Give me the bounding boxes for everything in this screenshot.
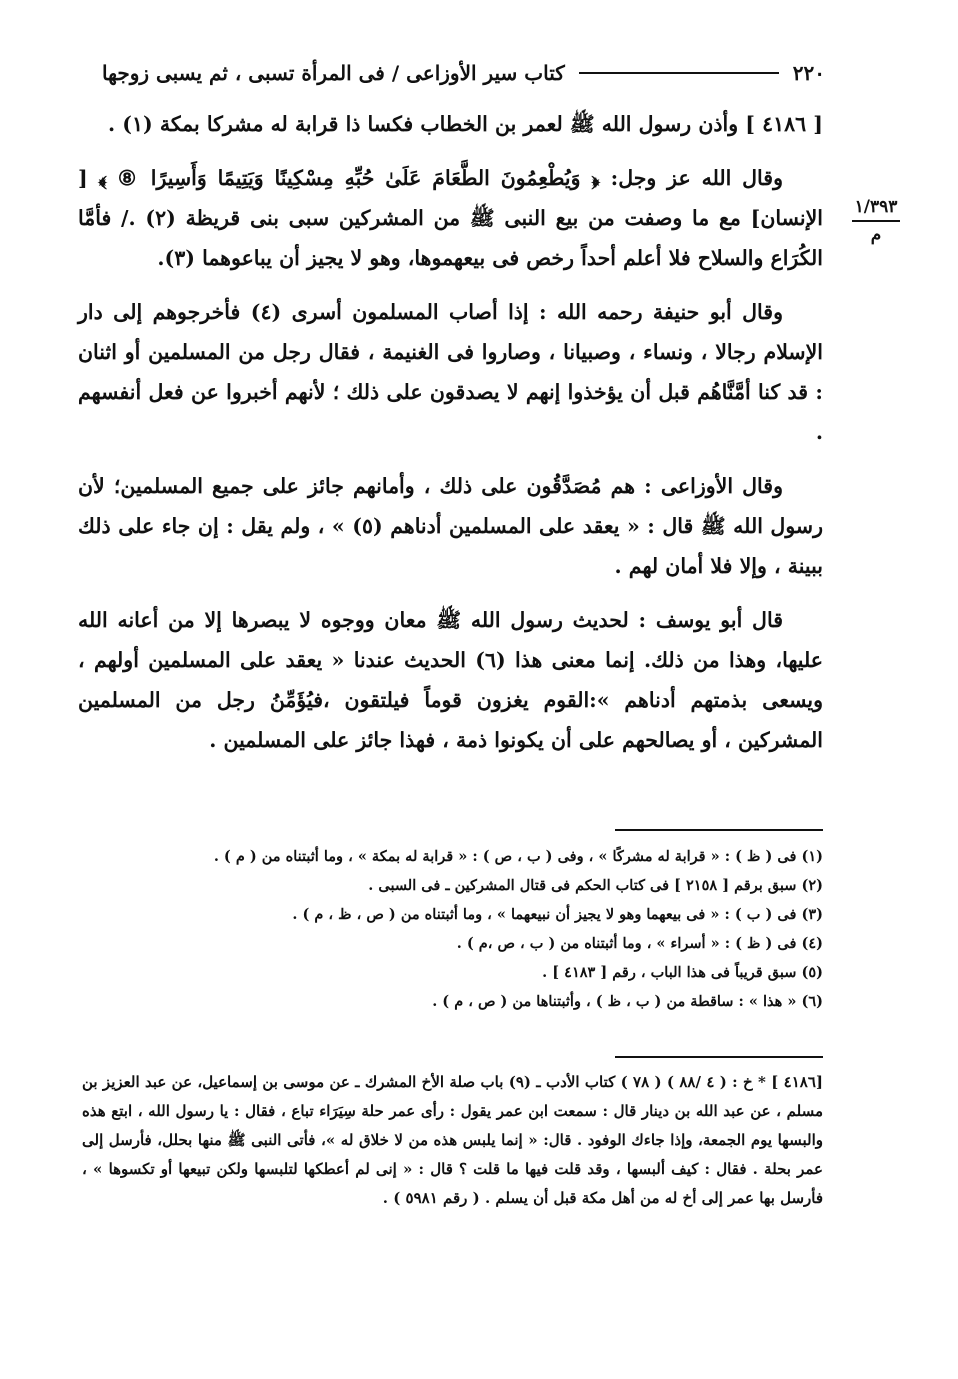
running-title: كتاب سير الأوزاعى / فى المرأة تسبى ، ثم يسبى زوجها	[102, 61, 565, 85]
footnote: (٦) « هذا » : ساقطة من ( ب ، ظ ) ، وأثبتناها من ( ص ، م ) .	[432, 993, 823, 1010]
margin-ref-siglum: م	[870, 225, 882, 245]
main-text	[78, 104, 823, 774]
margin-ref-divider	[852, 220, 900, 222]
paragraph: وقال الأوزاعى : هم مُصَدَّقُون على ذلك ، وأمانهم جائز على جميع المسلمين؛ لأن رسول الله ﷺ قال : « يعقد على المسلمين أدناهم (٥) » ، ولم يقل : إن جاء على ذلك ببينة ، وإلا فلا أمان لهم .	[78, 474, 823, 578]
footnotes	[150, 842, 823, 1016]
footnote: (٥) سبق قريباً فى هذا الباب ، رقم [ ٤١٨٣ ] .	[542, 964, 823, 981]
footnote: (٤) فى ( ظ ) : « أسراء » ، وما أثبتناه من ( ب ، ص ،م ) .	[456, 935, 823, 952]
page-header	[70, 56, 825, 90]
hadith-source-note	[82, 1068, 823, 1213]
page-number: ٢٢٠	[792, 61, 825, 85]
paragraph: [ ٤١٨٦ ] وأذن رسول الله ﷺ لعمر بن الخطاب فكسا ذا قرابة له مشركا بمكة (١) .	[108, 112, 823, 136]
paragraph: قال أبو يوسف : لحديث رسول الله ﷺ معان ووجوه لا يبصرها إلا من أعانه الله عليها، وهذا من ذلك. إنما معنى هذا (٦) الحديث عندنا « يعقد على المسلمين أولهم ، ويسعى بذمتهم أدناهم »:القوم يغزون قوماً فيلتقون ،فيُؤَمِّنُ رجل من المسلمين المشركين ، أو يصالحهم على أن يكونوا ذمة ، فهذا جائز على المسلمين .	[78, 608, 824, 752]
header-rule	[579, 72, 779, 74]
footnote-separator	[615, 829, 823, 831]
footnote: (٣) فى ( ب ) : « فى بيعهما وهو لا يجيز أن نبيعهما » ، وما أثبتناه من ( ص ، ظ ، م ) .	[292, 906, 823, 923]
footnote: (١) فى ( ظ ) : « قرابة له مشركًا » ، وفى ( ب ، ص ) : « قرابة له بمكة » ، وما أثبتناه من ( م ) .	[213, 848, 823, 865]
footnote: (٢) سبق برقم [ ٢١٥٨ ] فى كتاب الحكم فى قتال المشركين ـ فى السبى .	[368, 877, 823, 894]
source-text: [٤١٨٦ ] * خ : ( ٤ /٨٨ ) ( ٧٨ ) كتاب الأدب ـ (٩) باب صلة الأخ المشرك ـ عن موسى بن إسماعيل، عن عبد العزيز بن مسلم ، عن عبد الله بن دينار قال : سمعت ابن عمر يقول : رأى عمر حلة سِيَرَاء تباع ، فقال : يا رسول الله ، ابتع هذه والبسها يوم الجمعة، وإذا جاءك الوفود . قال: « إنما يلبس هذه من لا خلاق له »، فأتى النبى ﷺ منها بحلل، فأرسل إلى عمر بحلة . فقال : كيف ألبسها ، وقد قلت فيها ما قلت ؟ قال : « إنى لم أعطكها لتلبسها ولكن تبيعها أو تكسوها » ، فأرسل بها عمر إلى أخ له من أهل مكة قبل أن يسلم . ( رقم ٥٩٨١ ) .	[82, 1073, 824, 1207]
paragraph: وقال أبو حنيفة رحمه الله : إذا أصاب المسلمون أسرى (٤) فأخرجوهم إلى دار الإسلام رجالا ، ونساء ، وصبيانا ، وصاروا فى الغنيمة ، فقال رجل من المسلمين أو اثنان : قد كنا أمَّنَّاهُم قبل أن يؤخذوا إنهم لا يصدقون على ذلك ؛ لأنهم أخبروا عن فعل أنفسهم .	[78, 300, 823, 444]
margin-manuscript-ref	[848, 196, 904, 246]
source-separator	[615, 1056, 823, 1058]
paragraph: وقال الله عز وجل: ﴿ وَيُطْعِمُونَ الطَّعَامَ عَلَىٰ حُبِّهِ مِسْكِينًا وَيَتِيمًا وَأَسِيرًا ⑧ ﴾ [ الإنسان] مع ما وصفت من بيع النبى ﷺ من المشركين سبى بنى قريظة (٢) ./ فأمَّا الكُرَاع والسلاح فلا أعلم أحداً رخص فى بيعهموها، وهو لا يجيز أن يباعوهما (٣).	[78, 166, 824, 270]
margin-ref-folio: ١/٣٩٣	[854, 197, 898, 217]
